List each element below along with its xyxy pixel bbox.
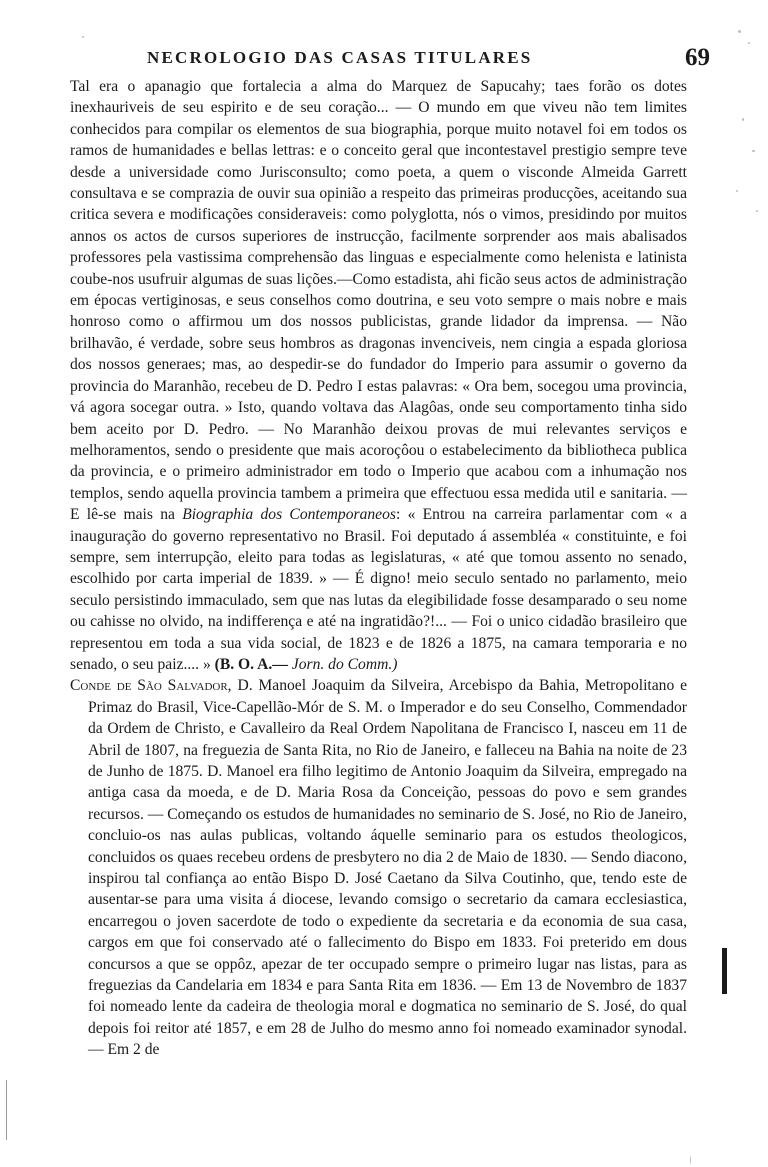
body-text — [70, 76, 687, 1061]
entry-sapucahy-paragraph — [70, 76, 687, 675]
page-edge-line — [6, 1080, 7, 1140]
source-journal: Jorn. do Comm.) — [291, 655, 398, 673]
margin-bar-mark — [722, 948, 727, 994]
scan-speckle — [742, 118, 744, 121]
scan-speckle — [82, 36, 84, 38]
scan-speckle — [736, 190, 738, 192]
scan-speckle — [752, 150, 755, 152]
source-abbreviation: (B. O. A.— — [214, 655, 288, 673]
entry-sao-salvador-paragraph — [70, 675, 687, 1060]
entry-sao-salvador-heading: Conde de São Salvador, — [70, 677, 232, 695]
entry-sapucahy-text-a: Tal era o apanagio que fortalecia a alma do Marquez de Sapucahy; taes forão os dotes inexhauriveis de seu espirito e de seu coração... — O mundo em que viveu não tem limites conhecidos para compilar os elementos de sua biographia, porque muito notavel foi em todos os ramos de humanidades e bellas lettras: e o conceito geral que incontestavel prestigio sempre teve desde a universidade como Jurisconsulto; como poeta, a quem o visconde Almeida Garrett consultava e se comprazia de ouvir sua opinião a respeito das primeiras producções, aceitando sua critica severa e modificações consideraveis: como polyglotta, nós o vimos, presidindo por muitos annos os actos de cursos superiores de instrucção, facilmente sorprender aos mais abalisados professores pela vastissima comprehensão das linguas e especialmente como helenista e latinista coube-nos usufruir algumas de suas lições.—Como estadista, ahi ficão seus actos de administração em épocas vertiginosas, e seus conselhos como doutrina, e seu voto sempre o mais nobre e mais honroso como o affirmou um dos nossos publicistas, grande lidador da imprensa. — Não brilhavão, é verdade, sobre seus hombros as dragonas invenciveis, nem cingia a espada gloriosa dos nossos generaes; mas, ao despedir-se do fundador do Imperio para assumir o governo da provincia do Maranhão, recebeu de D. Pedro I estas palavras: « Ora bem, socegou uma provincia, vá agora socegar outra. » Isto, quando voltava das Alagôas, onde seu comportamento tinha sido bem aceito por D. Pedro. — No Maranhão deixou provas de mui relevantes serviços e melhoramentos, sendo o presidente que mais acoroçôou o estabelecimento da bibliotheca publica da provincia, e o primeiro administrador em todo o Imperio que acabou com a inhumação nos templos, sendo aquella provincia tambem a primeira que effectuou essa medida util e sanitaria. — E lê-se mais na — [70, 78, 687, 524]
biographia-title: Biographia dos Contemporaneos — [182, 506, 396, 524]
scan-speckle — [756, 210, 758, 212]
running-head — [75, 44, 710, 74]
scan-speckle — [748, 42, 750, 44]
entry-sao-salvador-text: D. Manoel Joaquim da Silveira, Arcebispo da Bahia, Metropolitano e Primaz do Brasil, Vice-Capellão-Mór de S. M. o Imperador e do seu Conselho, Commendador da Ordem de Christo, e Cavalleiro da Real Ordem Napolitana de Francisco I, nasceu em 11 de Abril de 1807, na freguezia de Santa Rita, no Rio de Janeiro, e falleceu na Bahia na noite de 23 de Junho de 1875. D. Manoel era filho legitimo de Antonio Joaquim da Silveira, empregado na antiga casa da moeda, e de D. Maria Rosa da Conceição, pessoas do povo e sem grandes recursos. — Começando os estudos de humanidades no seminario de S. José, no Rio de Janeiro, concluio-os nas aulas publicas, voltando áquelle seminario para os estudos theologicos, concluidos os quaes recebeu ordens de presbytero no dia 2 de Maio de 1830. — Sendo diacono, inspirou tal confiança ao então Bispo D. José Caetano da Silva Coutinho, que, tendo este de ausentar-se para uma visita á diocese, levando comsigo o secretario da camara ecclesiastica, encarregou o joven sacerdote de todo o expediente da secretaria e da economia de sua casa, cargos em que foi conservado até o fallecimento do Bispo em 1833. Foi preterido em dous concursos a que se oppôz, apezar de ter occupado sempre o primeiro lugar nas listas, para as freguezias da Candelaria em 1834 e para Santa Rita em 1836. — Em 13 de Novembro de 1837 foi nomeado lente da cadeira de theologia moral e dogmatica no seminario de S. José, do qual depois foi reitor até 1857, e em 28 de Julho do mesmo anno foi nomeado examinador synodal. — Em 2 de — [88, 677, 688, 1059]
entry-sapucahy-text-b: : « Entrou na carreira parlamentar com « a inauguração do governo representativo no Brasil. Foi deputado á assembléa « constituinte, e foi sempre, sem interrupção, eleito para todas as legislaturas, « até que tomou assento no senado, escolhido por carta imperial de 1839. » — É digno! meio seculo sentado no parlamento, meio seculo persistindo immaculado, sem que nas lutas da elegibilidade fosse desamparado o seu nome ou cahisse no olvido, na indifferença e até na ingratidão?!... — Foi o unico cidadão brasileiro que representou em toda a sua vida social, de 1823 e de 1826 a 1875, na camara temporaria e no senado, o seu paiz.... » — [70, 506, 687, 673]
page-number: 69 — [685, 44, 710, 71]
running-title: NECROLOGIO DAS CASAS TITULARES — [147, 48, 533, 67]
scan-speckle — [690, 1156, 691, 1164]
scan-speckle — [738, 30, 741, 33]
